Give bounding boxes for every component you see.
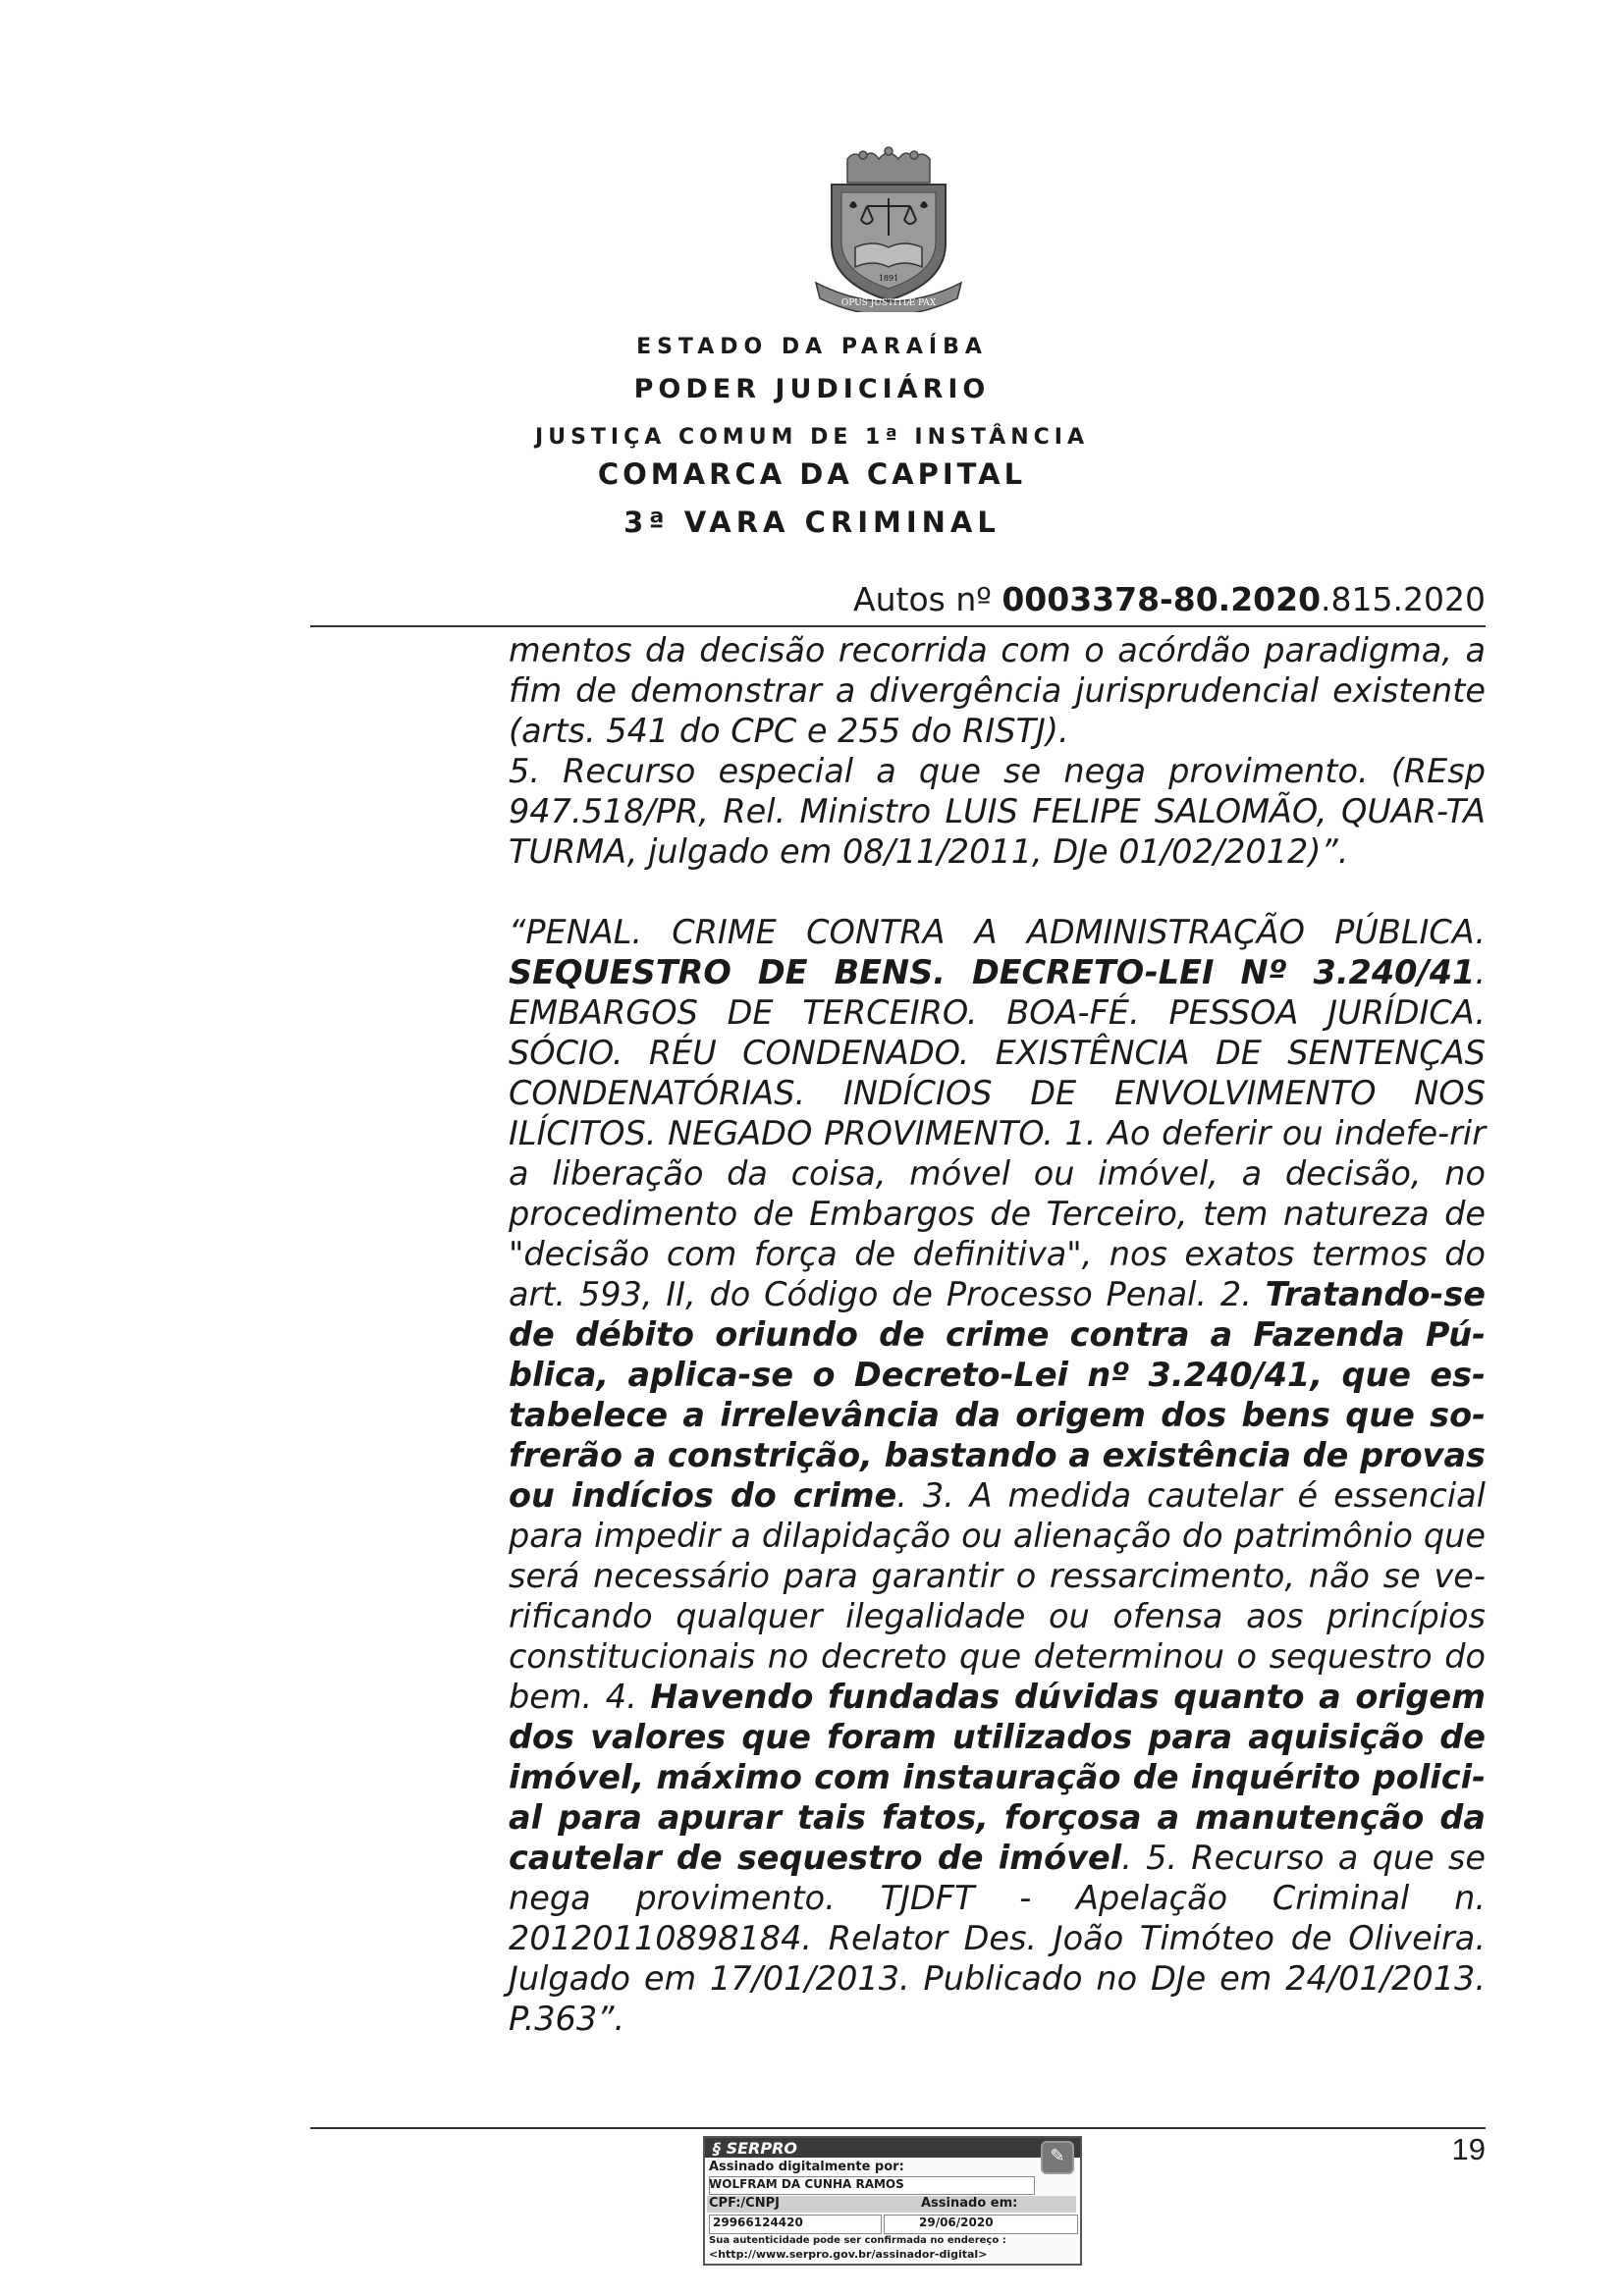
case-number <box>853 580 1486 618</box>
seal-motto: OPUS JUSTITIÆ PAX <box>840 298 937 308</box>
paragraph-text: mentos da decisão recorrida com o acórdão paradigma, a fim de demonstrar a divergência jurisprudencial existente (arts. 541 do CPC e 255 do RISTJ). <box>509 631 1486 750</box>
page-number: 19 <box>1451 2132 1486 2166</box>
paragraph-text: . 5. Recurso a que se nega provimento. TJDFT - Apelação Criminal n. 20120110898184. Relator Des. João Timóteo de Oliveira. Julgado em 17/01/2013. Publicado no DJe em 24/01/2013. P.363”. <box>509 1839 1486 2038</box>
cpf-value: 29966124420 <box>713 2216 803 2229</box>
header-court: JUSTIÇA COMUM DE 1ª INSTÂNCIA <box>535 425 1089 450</box>
paragraph-text: . 3. A medida cautelar é essencial para impedir a dilapidação ou alienação do patrimônio que será necessário para garantir o ressarcimento, não se ve-rificando qualquer ilegalidade ou ofensa aos princípios constitucionais no decreto que determinou o sequestro do bem. 4. <box>509 1476 1486 1716</box>
signer-name: WOLFRAM DA CUNHA RAMOS <box>709 2177 904 2191</box>
header-criminal-court: 3ª VARA CRIMINAL <box>623 506 1001 539</box>
case-number-main: 0003378-80.2020 <box>1001 580 1322 618</box>
coat-of-arms-seal <box>808 145 969 312</box>
header-divider <box>310 625 1486 627</box>
bold-text: Tratando-se de débito oriundo de crime contra a Fazenda Pú-blica, aplica-se o Decreto-Lei nº 3.240/41, que es-tabelece a irrelevância da origem dos bens que so-frerão a constrição, bastando a existência de provas ou indícios do crime <box>509 1275 1486 1515</box>
paragraph-text: “PENAL. CRIME CONTRA A ADMINISTRAÇÃO PÚBLICA. <box>509 913 1486 951</box>
document-body <box>509 630 1486 2039</box>
paragraph-text: . EMBARGOS DE TERCEIRO. BOA-FÉ. PESSOA JURÍDICA. SÓCIO. RÉU CONDENADO. EXISTÊNCIA DE SENTENÇAS CONDENATÓRIAS. INDÍCIOS DE ENVOLVIMENTO NOS ILÍCITOS. NEGADO PROVIMENTO. 1. Ao deferir ou indefe-rir a liberação da coisa, móvel ou imóvel, a decisão, no procedimento de Embargos de Terceiro, tem natureza de "decisão com força de definitiva", nos exatos termos do art. 593, II, do Código de Processo Penal. 2. <box>509 953 1486 1313</box>
signed-on-value: 29/06/2020 <box>919 2216 994 2229</box>
header-state: ESTADO DA PARAÍBA <box>636 335 988 359</box>
seal-year: 1891 <box>878 274 899 283</box>
crown-icon <box>847 147 930 183</box>
header-judiciary: PODER JUDICIÁRIO <box>633 374 991 404</box>
signed-on-label: Assinado em: <box>921 2196 1018 2211</box>
footer-divider <box>310 2127 1486 2129</box>
pen-icon: ✎ <box>1041 2141 1074 2174</box>
body-paragraph <box>509 630 1486 872</box>
serpro-logo: § SERPRO <box>713 2139 797 2158</box>
cpf-label: CPF:/CNPJ <box>709 2196 780 2211</box>
verification-note: Sua autenticidade pode ser confirmada no endereço : <box>709 2235 1006 2246</box>
case-number-prefix: Autos nº <box>853 580 1002 618</box>
header-district: COMARCA DA CAPITAL <box>597 457 1027 491</box>
case-number-suffix: .815.2020 <box>1321 580 1486 618</box>
paragraph-text: 5. Recurso especial a que se nega provimento. (REsp 947.518/PR, Rel. Ministro LUIS FELIPE SALOMÃO, QUAR-TA TURMA, julgado em 08/11/2011, DJe 01/02/2012)”. <box>509 752 1486 871</box>
bold-text: Havendo fundadas dúvidas quanto a origem dos valores que foram utilizados para aquisição de imóvel, máximo com instauração de inquérito polici-al para apurar tais fatos, forçosa a manutenção da cautelar de sequestro de imóvel <box>509 1678 1486 1877</box>
signed-by-label: Assinado digitalmente por: <box>709 2160 904 2174</box>
bold-text: SEQUESTRO DE BENS. DECRETO-LEI Nº 3.240/41 <box>509 953 1476 991</box>
open-book-icon <box>855 243 922 267</box>
body-paragraph <box>509 912 1486 2039</box>
verification-url: <http://www.serpro.gov.br/assinador-digital> <box>709 2248 988 2261</box>
digital-signature-stamp <box>703 2136 1082 2266</box>
stamp-brand: SERPRO <box>726 2139 797 2158</box>
